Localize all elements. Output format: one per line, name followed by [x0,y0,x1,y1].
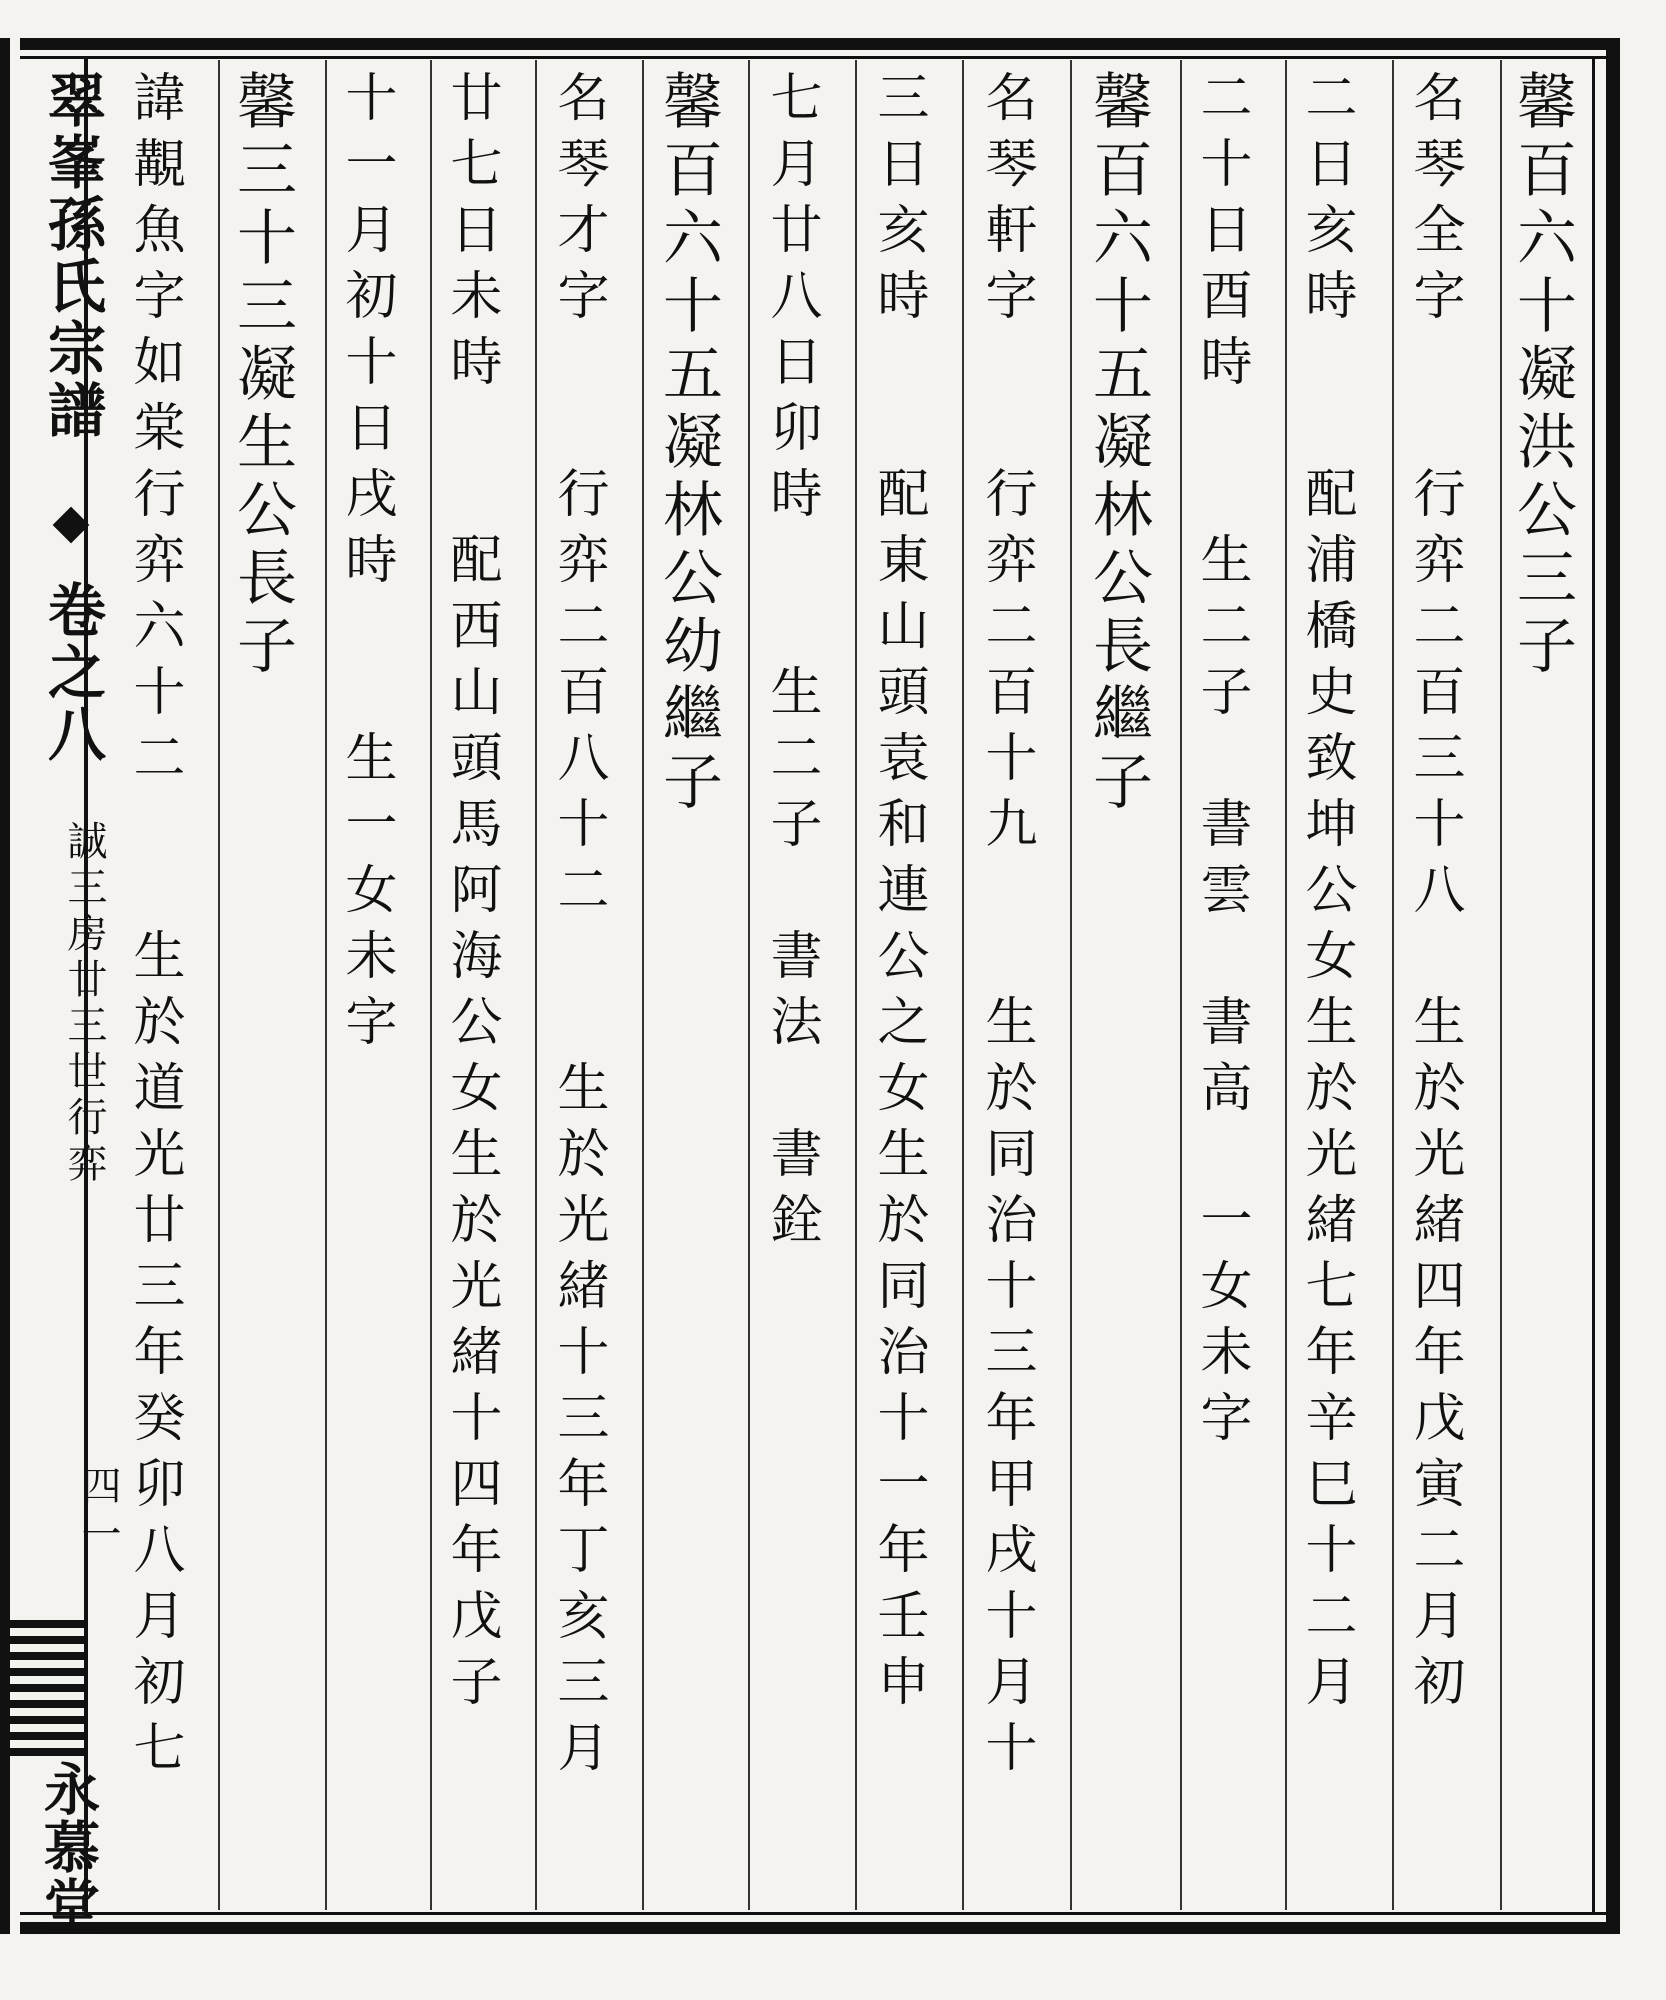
column-rule [748,60,750,1910]
column-rule [962,60,964,1910]
column-rule [1180,60,1182,1910]
entry-text: 名琴軒字 行弈二百十九 生於同治十三年甲戌十月十 [976,70,1036,1786]
spine-title: 翠峯孫氏宗譜 [38,70,106,442]
column-rule [535,60,537,1910]
entry-heading: 馨三十三凝生公長子 [227,70,297,682]
spine-branch-note: 誠三房廿三世行弈 [61,820,107,1188]
column-rule [218,60,220,1910]
frame-right-inner-border [1592,56,1595,1914]
column-rule [642,60,644,1910]
spine-bars [0,1620,84,1760]
folio-number: 四一 [75,1465,121,1561]
frame-right-border [1606,38,1620,1934]
spine-volume: 卷之八 [38,580,106,766]
entry-text: 三日亥時 配東山頭袁和連公之女生於同治十一年壬申 [868,70,928,1720]
entry-heading: 馨百六十五凝林公幼繼子 [653,70,723,818]
entry-text: 廿七日未時 配西山頭馬阿海公女生於光緒十四年戊子 [441,70,501,1720]
entry-text: 二日亥時 配浦橋史致坤公女生於光緒七年辛巳十二月 [1296,70,1356,1720]
entry-heading: 馨百六十凝洪公三子 [1507,70,1577,682]
column-rule [325,60,327,1910]
entry-text: 二十日酉時 生二子 書雲 書高 一女未字 [1191,70,1251,1456]
frame-top-inner-border [20,56,1620,59]
column-rule [1285,60,1287,1910]
frame-bottom-inner-border [20,1912,1620,1915]
entry-text: 七月廿八日卯時 生二子 書法 書銓 [761,70,821,1258]
column-rule [855,60,857,1910]
column-rule [1070,60,1072,1910]
entry-heading: 馨百六十五凝林公長繼子 [1083,70,1153,818]
column-rule [430,60,432,1910]
hall-name: 永慕堂 [35,1760,101,1934]
entry-text: 諱覯魚字如棠行弈六十二 生於道光廿三年癸卯八月初七 [124,70,184,1786]
column-rule [1392,60,1394,1910]
frame-top-border [20,38,1620,50]
entry-text: 名琴才字 行弈二百八十二 生於光緒十三年丁亥三月 [548,70,608,1786]
frame-bottom-border [20,1922,1620,1934]
entry-text: 名琴全字 行弈二百三十八 生於光緒四年戊寅二月初 [1404,70,1464,1720]
entry-text: 十一月初十日戌時 生一女未字 [336,70,396,1060]
column-rule [1500,60,1502,1910]
